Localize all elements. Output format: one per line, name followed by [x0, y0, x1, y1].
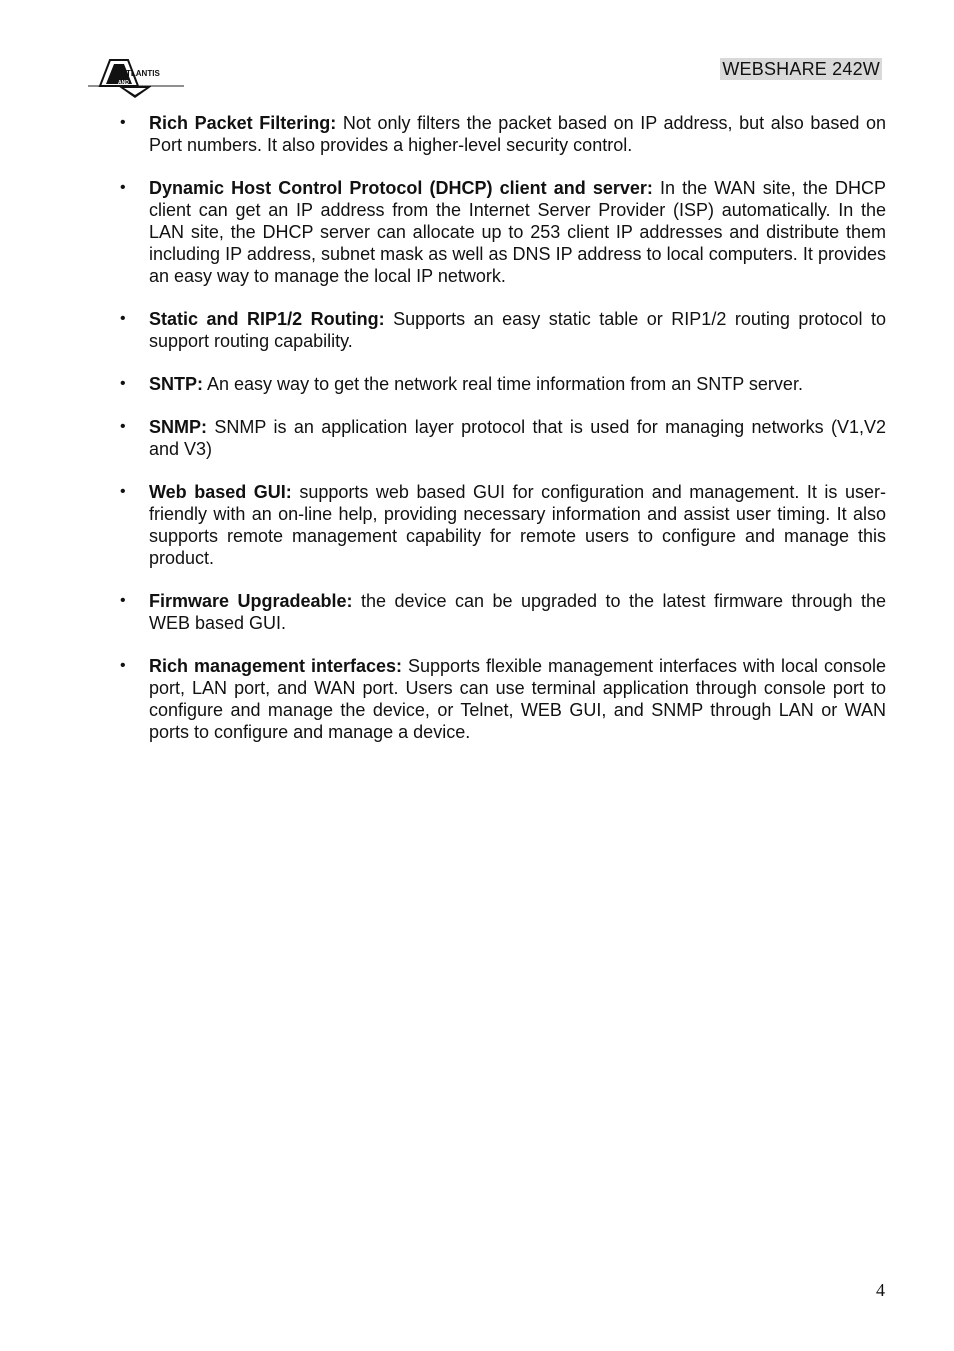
bullet-icon: • [120, 310, 126, 327]
feature-term: Firmware Upgradeable: [149, 591, 353, 611]
feature-description: In the WAN site, the DHCP client can get an IP address from the Internet Server Provider (ISP) automatically. In the LAN site, the DHCP server can allocate up to 253 client IP addresses and distribute them including IP address, subnet mask as well as DNS IP address to local computers. It provides an easy way to manage the local IP network. [149, 178, 886, 286]
feature-list [120, 112, 886, 764]
bullet-icon: • [120, 418, 126, 435]
feature-item [120, 308, 886, 352]
feature-term: Dynamic Host Control Protocol (DHCP) client and server: [149, 178, 653, 198]
feature-item [120, 590, 886, 634]
feature-description: the device can be upgraded to the latest firmware through the WEB based GUI. [149, 591, 886, 633]
logo-subword: AND [118, 80, 129, 86]
feature-item [120, 481, 886, 569]
feature-term: SNTP: [149, 374, 203, 394]
bullet-icon: • [120, 114, 126, 131]
feature-item [120, 416, 886, 460]
page-number: 4 [876, 1280, 885, 1300]
atlantis-land-logo [88, 56, 188, 102]
bullet-icon: • [120, 375, 126, 392]
feature-description: Not only filters the packet based on IP address, but also based on Port numbers. It also provides a higher-level security control. [149, 113, 887, 155]
atlantis-land-logo-graphic [88, 56, 188, 102]
bullet-icon: • [120, 657, 126, 674]
feature-term: Rich Packet Filtering: [149, 113, 337, 133]
feature-description: An easy way to get the network real time information from an SNTP server. [207, 374, 803, 394]
feature-description: SNMP is an application layer protocol that is used for managing networks (V1,V2 and V3) [149, 417, 886, 459]
feature-item [120, 177, 886, 287]
feature-description: supports web based GUI for configuration and management. It is user-friendly with an on-line help, providing necessary information and assist user timing. It also supports remote management capability for remote users to configure and manage this product. [149, 482, 886, 568]
feature-term: Static and RIP1/2 Routing: [149, 309, 385, 329]
feature-description: Supports flexible management interfaces with local console port, LAN port, and WAN port. Users can use terminal application through console port to configure and manage the device, or Telnet, WEB GUI, and SNMP through LAN or WAN ports to configure and manage a device. [149, 656, 886, 742]
bullet-icon: • [120, 483, 126, 500]
feature-item [120, 655, 886, 743]
feature-term: Rich management interfaces: [149, 656, 402, 676]
document-title: WEBSHARE 242W [722, 59, 880, 79]
feature-item [120, 112, 886, 156]
bullet-icon: • [120, 179, 126, 196]
feature-term: SNMP: [149, 417, 207, 437]
logo-wordmark: TLANTIS [126, 69, 160, 78]
feature-term: Web based GUI: [149, 482, 292, 502]
feature-description: Supports an easy static table or RIP1/2 routing protocol to support routing capability. [149, 309, 886, 351]
feature-item [120, 373, 886, 395]
bullet-icon: • [120, 592, 126, 609]
